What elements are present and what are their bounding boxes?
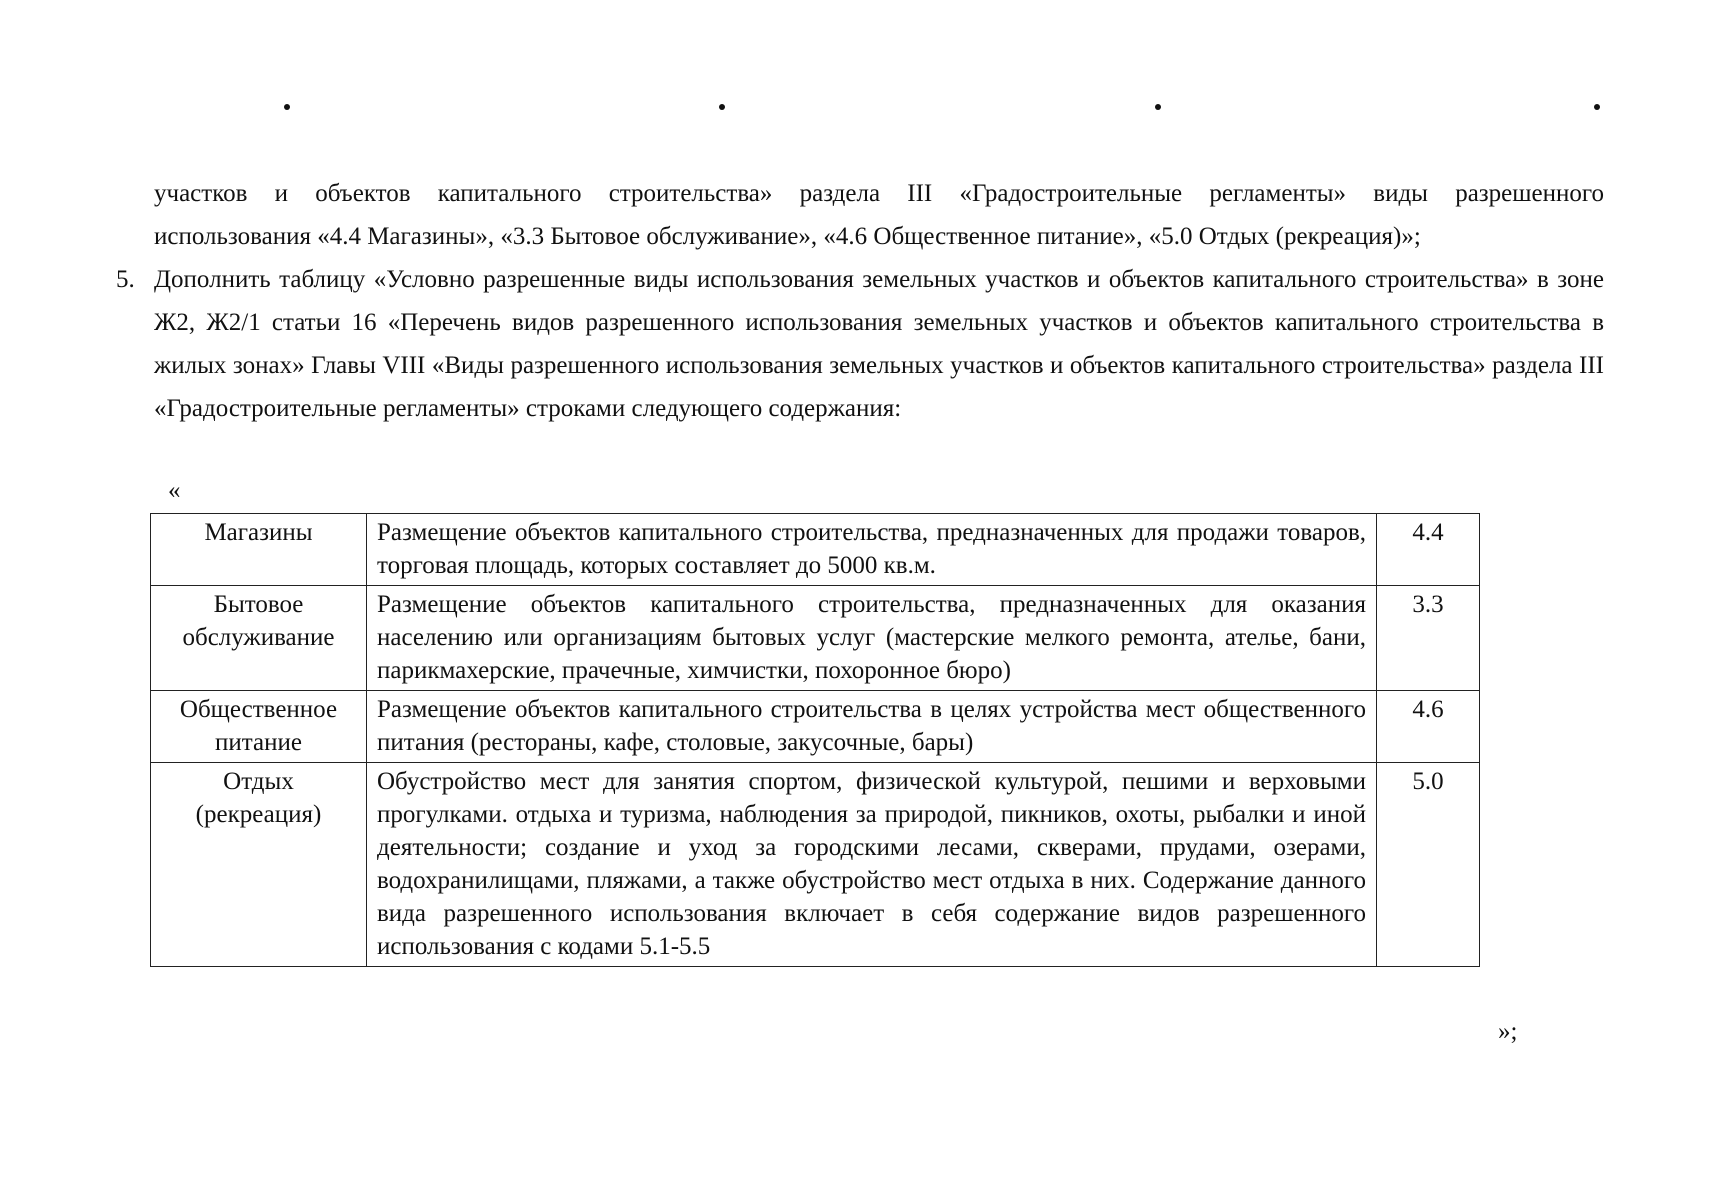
use-description-cell: Размещение объектов капитального строительства в целях устройства мест общественного питания (рестораны, кафе, столовые, закусочные, бары) xyxy=(367,691,1377,763)
list-number: 5. xyxy=(116,266,135,293)
opening-quote: « xyxy=(168,477,181,504)
use-code-cell: 4.6 xyxy=(1377,691,1480,763)
use-code-cell: 5.0 xyxy=(1377,763,1480,967)
paragraph-line: использования «4.4 Магазины», «3.3 Бытовое обслуживание», «4.6 Общественное питание», «5.0 Отдых (рекреация)»; xyxy=(154,223,1421,250)
use-code-cell: 3.3 xyxy=(1377,586,1480,691)
use-name-cell: Бытовое обслуживание xyxy=(151,586,367,691)
use-code-cell: 4.4 xyxy=(1377,514,1480,586)
use-name-cell: Общественное питание xyxy=(151,691,367,763)
table-row xyxy=(151,763,1480,967)
page-mark-dot xyxy=(1594,104,1600,110)
use-description-cell: Обустройство мест для занятия спортом, физической культурой, пешими и верховыми прогулками. отдыха и туризма, наблюдения за природой, пикников, охоты, рыбалки и иной деятельности; создание и уход за городскими лесами, скверами, прудами, озерами, водохранилищами, пляжами, а также обустройство мест отдыха в них. Содержание данного вида разрешенного использования включает в себя содержание видов разрешенного использования с кодами 5.1-5.5 xyxy=(367,763,1377,967)
table-row xyxy=(151,586,1480,691)
page-mark-dot xyxy=(1155,104,1161,110)
paragraph-line: участков и объектов капитального строительства» раздела III «Градостроительные регламенты» виды разрешенного xyxy=(154,180,1604,207)
use-description-cell: Размещение объектов капитального строительства, предназначенных для оказания населению или организациям бытовых услуг (мастерские мелкого ремонта, ателье, бани, парикмахерские, прачечные, химчистки, похоронное бюро) xyxy=(367,586,1377,691)
list-item-5 xyxy=(116,258,1604,430)
use-name-cell: Отдых (рекреация) xyxy=(151,763,367,967)
closing-quote: »; xyxy=(1498,1018,1518,1045)
list-item-text: Дополнить таблицу «Условно разрешенные виды использования земельных участков и объектов капитального строительства» в зоне Ж2, Ж2/1 статьи 16 «Перечень видов разрешенного использования земельных участков и объектов капитального строительства в жилых зонах» Главы VIII «Виды разрешенного использования земельных участков и объектов капитального строительства» раздела III «Градостроительные регламенты» строками следующего содержания: xyxy=(154,266,1604,422)
document-body xyxy=(116,172,1604,430)
table-row xyxy=(151,514,1480,586)
page-mark-dot xyxy=(719,104,725,110)
page-mark-dot xyxy=(284,104,290,110)
page-marks xyxy=(0,104,1716,116)
use-name-cell: Магазины xyxy=(151,514,367,586)
permitted-uses-table xyxy=(150,513,1480,967)
use-description-cell: Размещение объектов капитального строительства, предназначенных для продажи товаров, торговая площадь, которых составляет до 5000 кв.м. xyxy=(367,514,1377,586)
table-row xyxy=(151,691,1480,763)
